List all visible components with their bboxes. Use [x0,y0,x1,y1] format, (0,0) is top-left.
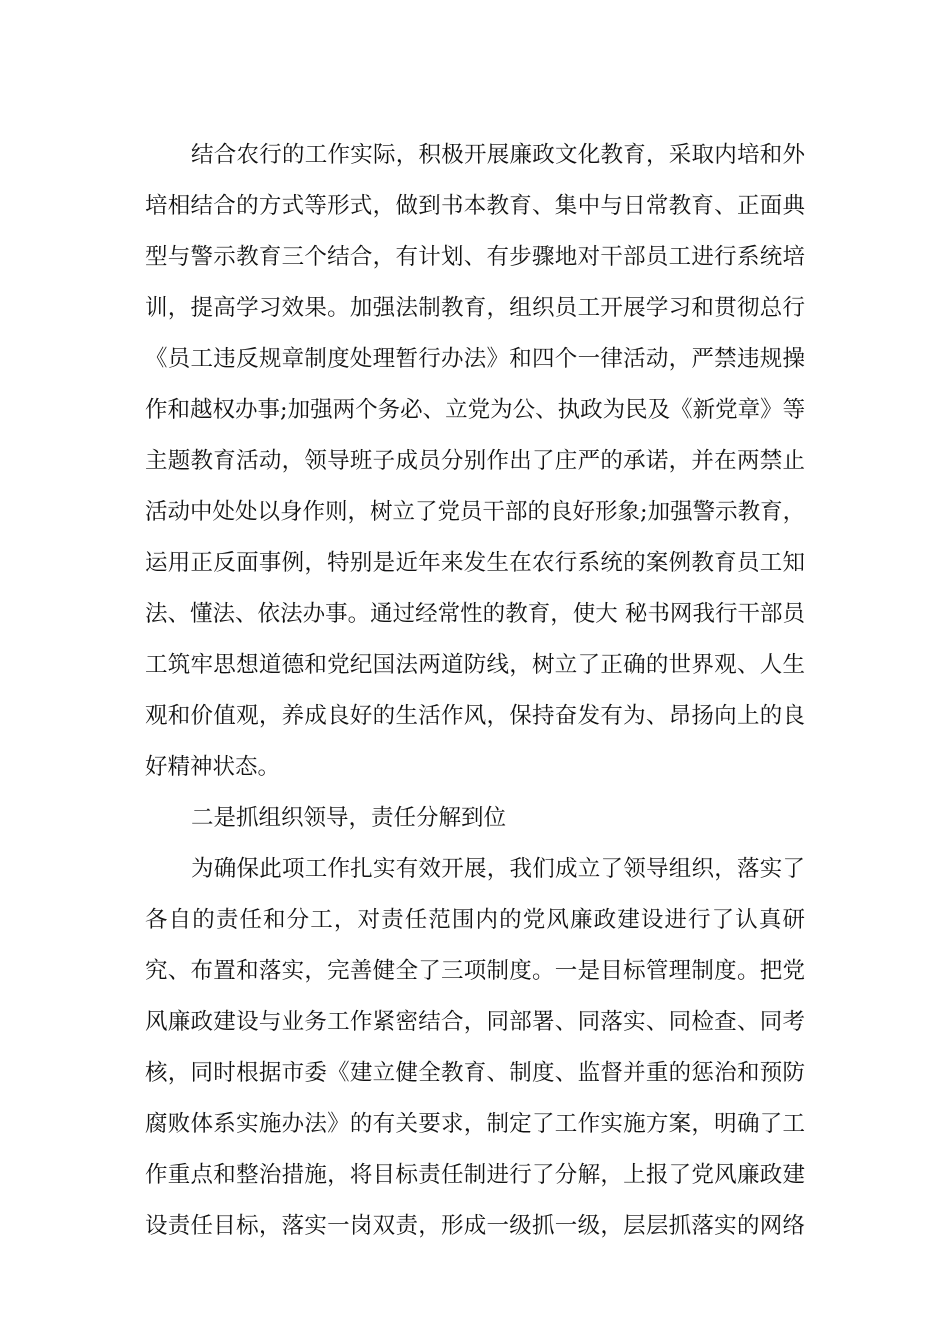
text-line: 运用正反面事例，特别是近年来发生在农行系统的案例教育员工知 [145,550,805,576]
heading-line: 二是抓组织领导，责任分解到位 [191,805,507,831]
paragraph [145,844,805,1252]
text-line: 作重点和整治措施，将目标责任制进行了分解，上报了党风廉政建 [145,1162,805,1188]
text-line: 观和价值观，养成良好的生活作风，保持奋发有为、昂扬向上的良 [145,703,805,729]
text-line: 训，提高学习效果。加强法制教育，组织员工开展学习和贯彻总行 [145,295,805,321]
document-body [145,130,805,1252]
text-line: 结合农行的工作实际，积极开展廉政文化教育，采取内培和外 [191,142,805,168]
text-line: 核，同时根据市委《建立健全教育、制度、监督并重的惩治和预防 [145,1060,805,1086]
text-line: 好精神状态。 [145,754,281,780]
text-line: 主题教育活动，领导班子成员分别作出了庄严的承诺，并在两禁止 [145,448,805,474]
text-line: 腐败体系实施办法》的有关要求，制定了工作实施方案，明确了工 [145,1111,805,1137]
text-line: 各自的责任和分工，对责任范围内的党风廉政建设进行了认真研 [145,907,805,933]
text-line: 设责任目标，落实一岗双责，形成一级抓一级，层层抓落实的网络 [145,1213,805,1239]
text-line: 培相结合的方式等形式，做到书本教育、集中与日常教育、正面典 [145,193,805,219]
text-line: 法、懂法、依法办事。通过经常性的教育，使大 秘书网我行干部员 [145,601,805,627]
paragraph [145,130,805,793]
text-line: 工筑牢思想道德和党纪国法两道防线，树立了正确的世界观、人生 [145,652,805,678]
section-heading [145,793,805,844]
text-line: 型与警示教育三个结合，有计划、有步骤地对干部员工进行系统培 [145,244,805,270]
text-line: 究、布置和落实，完善健全了三项制度。一是目标管理制度。把党 [145,958,805,984]
text-line: 为确保此项工作扎实有效开展，我们成立了领导组织，落实了 [191,856,805,882]
text-line: 作和越权办事;加强两个务必、立党为公、执政为民及《新党章》等 [145,397,806,423]
text-line: 《员工违反规章制度处理暂行办法》和四个一律活动，严禁违规操 [145,346,805,372]
text-line: 风廉政建设与业务工作紧密结合，同部署、同落实、同检查、同考 [145,1009,805,1035]
text-line: 活动中处处以身作则，树立了党员干部的良好形象;加强警示教育， [145,499,806,525]
